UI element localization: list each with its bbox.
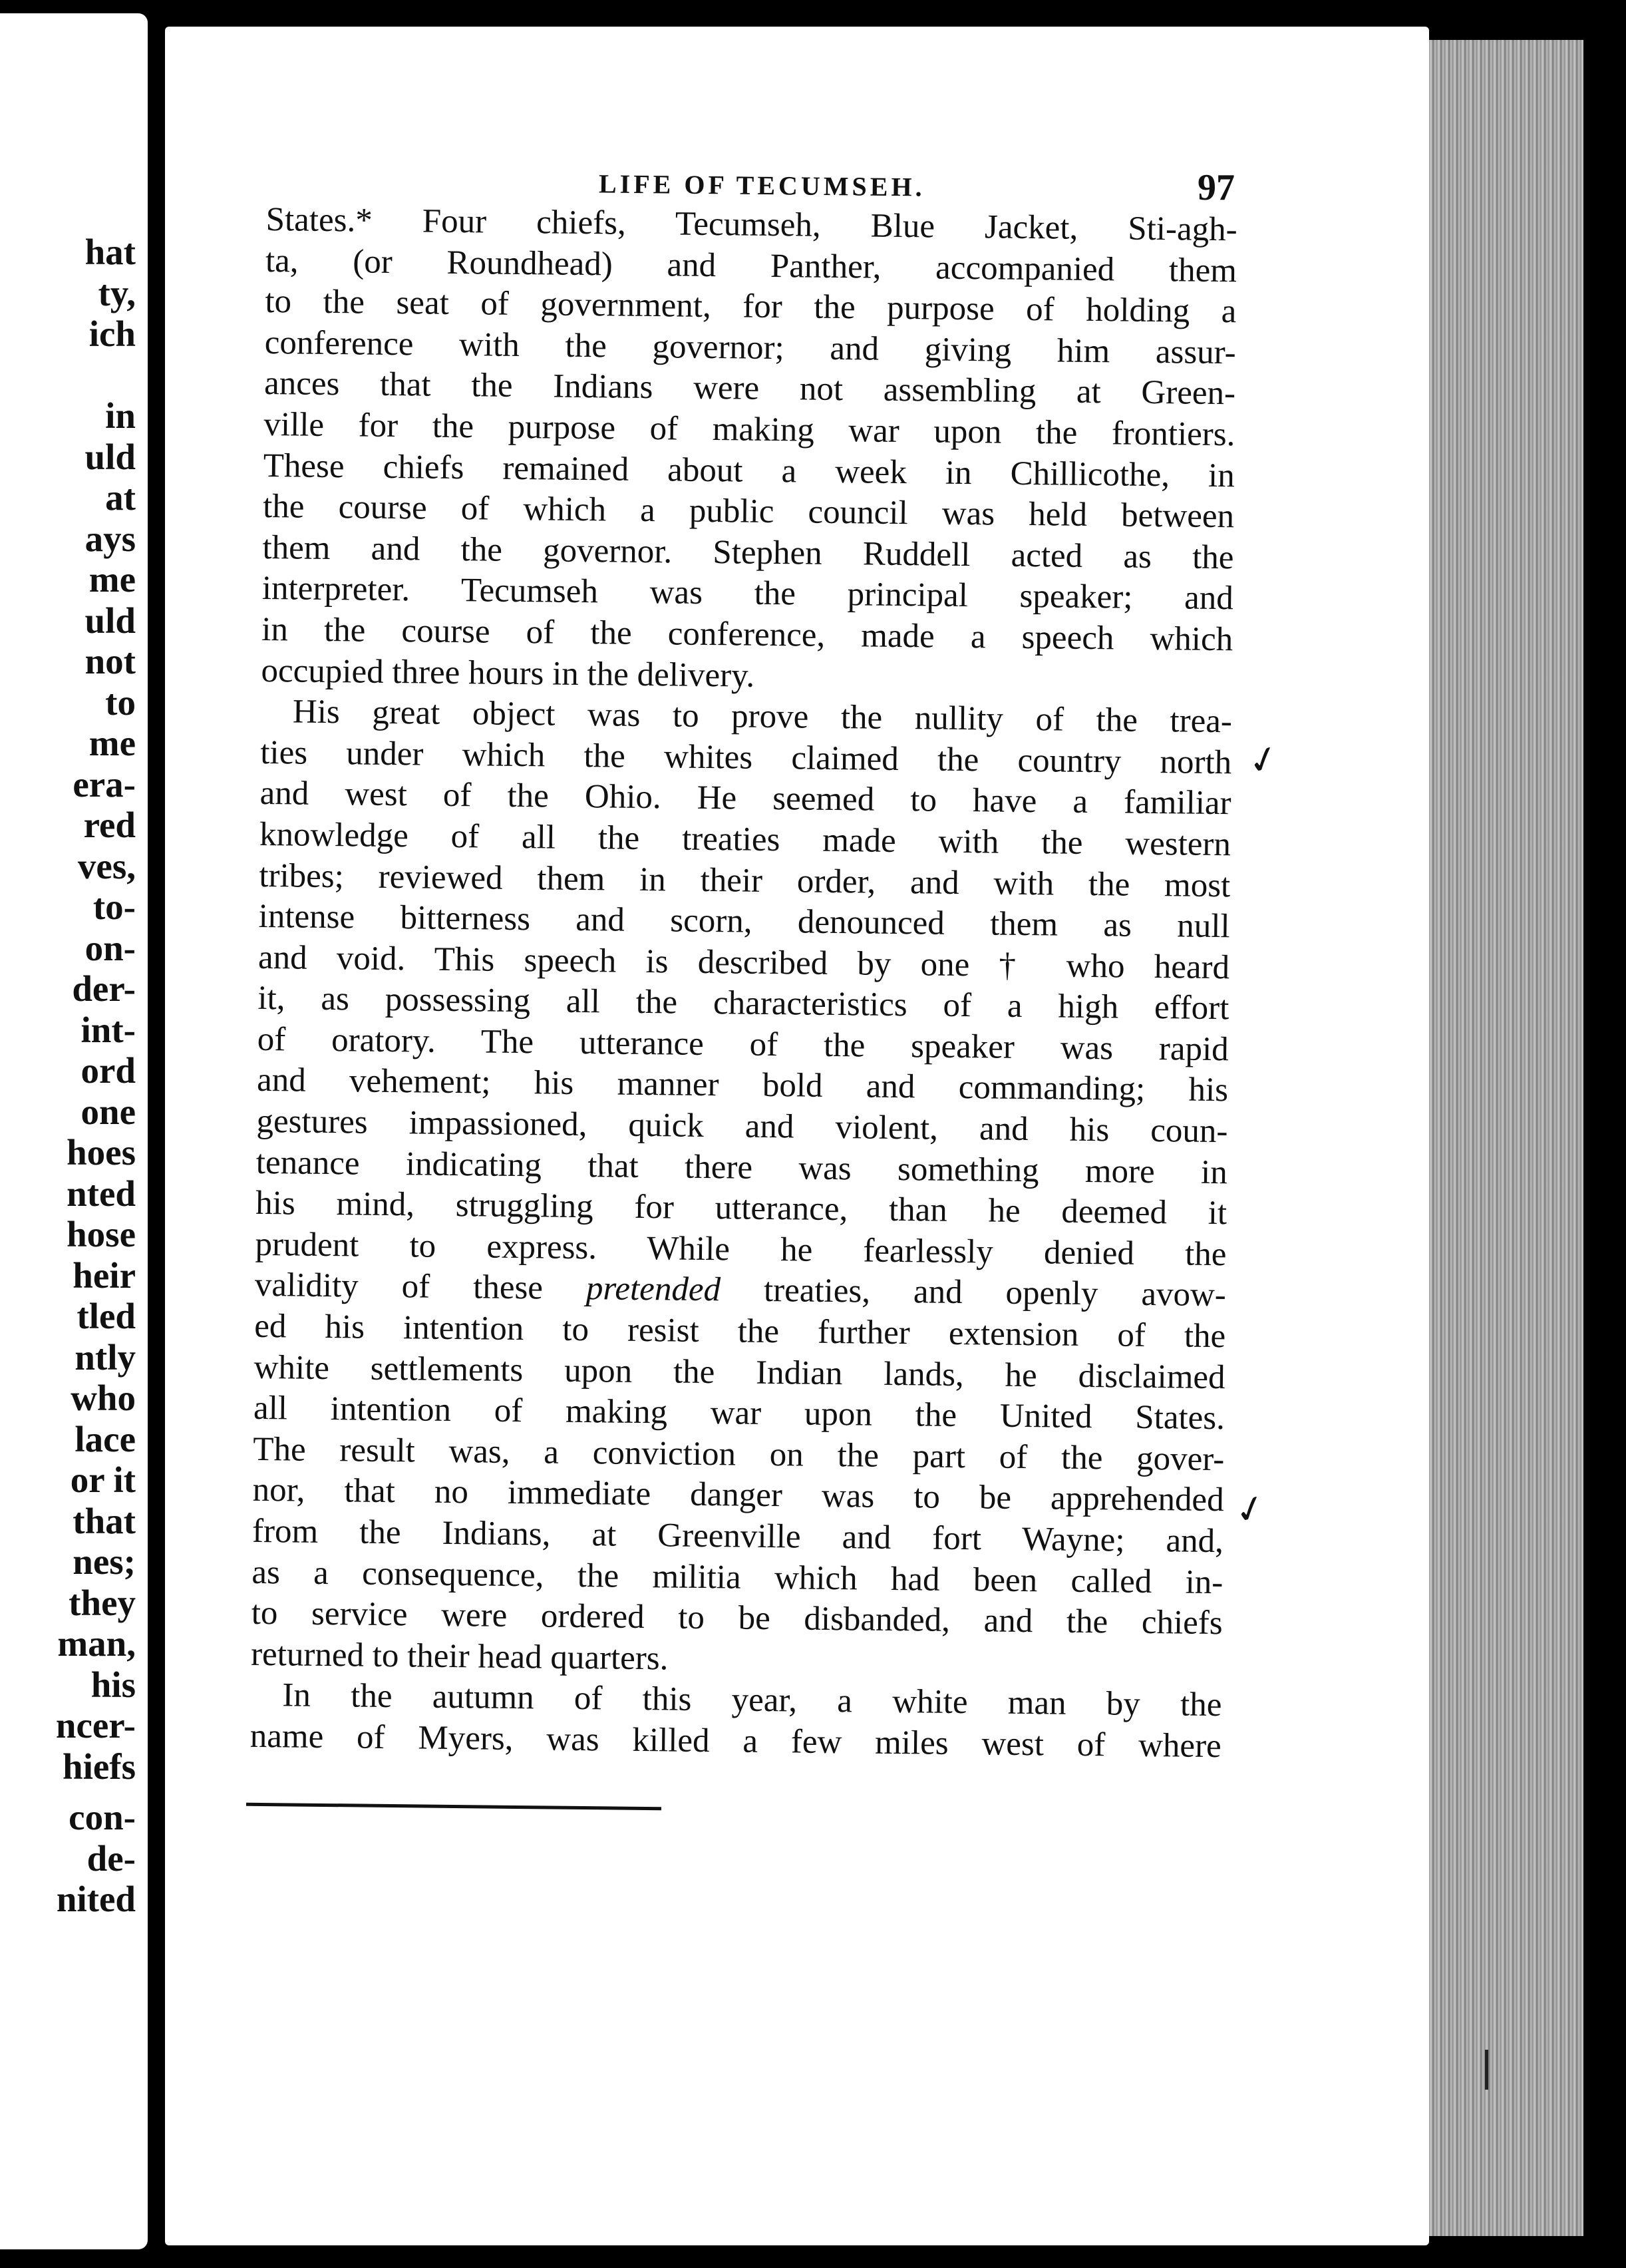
text-line: returned to their head quarters. [250, 1635, 669, 1678]
text-line: all intention of making war upon the United States. [253, 1390, 1225, 1437]
left-page-line: not [84, 641, 136, 681]
checkmark-annotation: ✓ [1243, 735, 1285, 785]
left-page-line: uld [84, 600, 136, 641]
paragraph [261, 200, 1237, 701]
text-line: In the autumn of this year, a white man by the [282, 1676, 1222, 1724]
emphasis: pretended [585, 1270, 721, 1309]
left-page-line: hiefs [63, 1746, 136, 1787]
text-line: interpreter. Tecumseh was the principal speaker; and [261, 570, 1234, 618]
left-page-line: int- [81, 1009, 136, 1050]
text-line: validity of these pretended treaties, and openly avow- [254, 1266, 1227, 1314]
text-line: These chiefs remained about a week in Chillicothe, in [263, 447, 1235, 494]
text-line: tenance indicating that there was something more in [255, 1143, 1228, 1191]
text-line: tribes; reviewed them in their order, and with the most [259, 856, 1231, 904]
left-page-line: con- [69, 1797, 136, 1837]
text-line: States.* Four chiefs, Tecumseh, Blue Jacket, Sti-agh- [265, 200, 1237, 249]
left-page-line: nted [67, 1173, 136, 1214]
left-page-line: ich [88, 313, 136, 354]
left-page-line: hat [84, 232, 136, 272]
left-page-text-top [56, 232, 136, 1787]
left-page-line: uld [84, 436, 136, 477]
page-number: 97 [1198, 167, 1235, 208]
left-page-line: lace [75, 1418, 136, 1459]
left-page-line: or it [70, 1459, 136, 1500]
left-page-line: heir [73, 1254, 136, 1296]
left-page-line: to [105, 681, 136, 723]
left-page-line: me [88, 723, 136, 763]
text-line: from the Indians, at Greenville and fort Wayne; and, [251, 1512, 1224, 1561]
left-page-line: ty, [98, 272, 136, 313]
left-page-line: who [71, 1378, 136, 1418]
text-line: of oratory. The utterance of the speaker was rapid [257, 1020, 1229, 1069]
left-page-line: hose [67, 1214, 136, 1254]
text-line: nor, that no immediate danger was to be apprehended [252, 1471, 1224, 1519]
checkmark-annotation: ✓ [1229, 1485, 1271, 1535]
text-line: ed his intention to resist the further extension of the [253, 1307, 1226, 1356]
left-page-line: that [73, 1500, 136, 1541]
left-page-line: man, [57, 1623, 136, 1664]
text-line: intense bitterness and scorn, denounced them as null [258, 898, 1230, 946]
text-line: The result was, a conviction on the part of the gover- [253, 1430, 1225, 1478]
left-page-line: era- [73, 763, 136, 805]
text-line: to the seat of government, for the purpose of holding a [265, 283, 1237, 331]
book-gutter [148, 0, 165, 2268]
left-page-line [56, 355, 136, 396]
text-line: to service were ordered to be disbanded, and the chiefs [251, 1595, 1223, 1642]
left-page-line: they [69, 1582, 136, 1623]
left-page-line: one [81, 1091, 136, 1132]
left-page-line: ncer- [55, 1705, 136, 1746]
text-line: conference with the governor; and giving him assur- [264, 323, 1236, 372]
left-page-line: in [105, 395, 136, 436]
left-page-line: red [83, 805, 136, 845]
edge-mark [1485, 2050, 1488, 2090]
left-page-line: ays [84, 518, 136, 559]
left-page-line: at [105, 477, 136, 518]
left-page-line: nited [56, 1879, 136, 1919]
text-line: ville for the purpose of making war upon the frontiers. [263, 405, 1235, 454]
text-line: occupied three hours in the delivery. [261, 652, 755, 695]
left-page-line: tled [77, 1296, 136, 1336]
text-line: knowledge of all the treaties made with the western [259, 815, 1231, 864]
text-line: as a consequence, the militia which had been called in- [251, 1553, 1223, 1601]
text-line: them and the governor. Stephen Ruddell acted as the [262, 528, 1234, 577]
text-line: white settlements upon the Indian lands, he disclaimed [253, 1348, 1225, 1396]
text-line: it, as possessing all the characteristics of a high effort [257, 980, 1229, 1028]
left-page-line: der- [72, 968, 136, 1009]
paragraph [249, 1675, 1221, 1767]
running-title: LIFE OF TECUMSEH. [598, 168, 925, 202]
page-edges [1429, 40, 1583, 2236]
previous-page-fragment [0, 13, 148, 2249]
left-page-line: ntly [75, 1336, 136, 1378]
paragraph [251, 691, 1232, 1685]
text-line: and void. This speech is described by one † who heard [257, 938, 1230, 986]
text-line: His great object was to prove the nullity of the trea- [292, 693, 1233, 741]
left-page-line: on- [84, 927, 136, 968]
left-page-line: de- [86, 1837, 136, 1879]
text-line: and west of the Ohio. He seemed to have a familiar [259, 775, 1231, 823]
text-line: gestures impassioned, quick and violent, and his coun- [256, 1102, 1228, 1151]
text-line: ties under which the whites claimed the country north [260, 733, 1232, 781]
left-page-line: nes; [73, 1541, 136, 1582]
left-page-text-bottom [57, 1797, 136, 1920]
text-line: ta, (or Roundhead) and Panther, accompanied them [265, 242, 1237, 289]
text-line: ances that the Indians were not assembling at Green- [263, 365, 1236, 413]
text-line: prudent to express. While he fearlessly denied the [255, 1225, 1227, 1274]
left-page-line: his [90, 1664, 136, 1705]
left-page-line: me [88, 559, 136, 600]
left-page-line: hoes [67, 1132, 136, 1173]
body-text [249, 200, 1237, 1768]
text-line: his mind, struggling for utterance, than he deemed it [255, 1185, 1227, 1232]
text-line: the course of which a public council was held between [262, 488, 1235, 536]
left-page-line: to- [92, 886, 136, 927]
text-line: and vehement; his manner bold and commanding; his [256, 1061, 1229, 1109]
text-line: in the course of the conference, made a speech which [261, 610, 1233, 659]
left-page-line: ves, [77, 845, 136, 886]
text-line: name of Myers, was killed a few miles west of where [249, 1717, 1222, 1766]
left-page-line: ord [81, 1050, 136, 1091]
